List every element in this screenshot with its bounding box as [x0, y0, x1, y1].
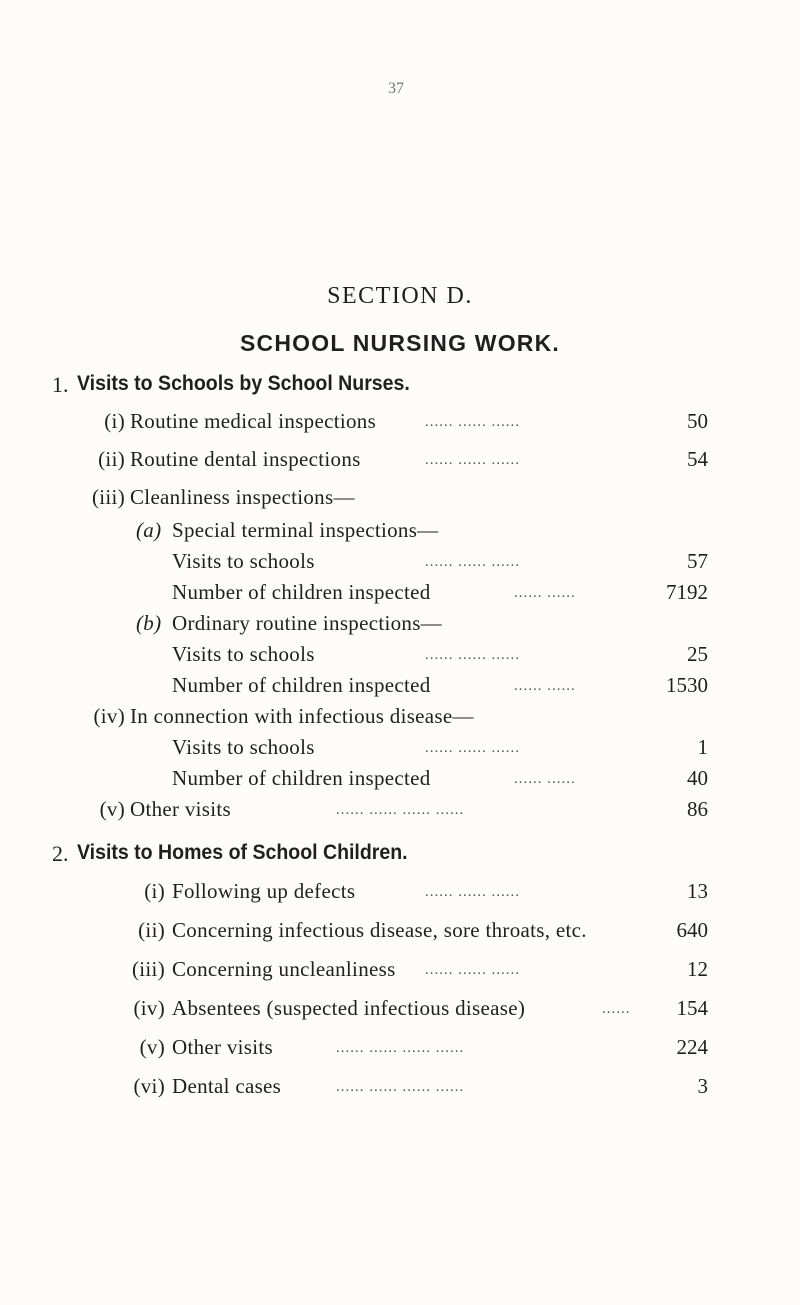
part2-item-6-value: 3: [697, 1074, 708, 1098]
part1-sub-a-label: Special terminal inspections—: [172, 518, 439, 542]
part1-item-iv-visits-label: Visits to schools: [172, 735, 315, 759]
part2-item-1-label: Following up defects: [172, 879, 356, 903]
part1-item-4-label: In connection with infectious disease—: [130, 704, 474, 728]
part2-item-3-label: Concerning uncleanliness: [172, 957, 396, 981]
part1-item-a-visits-value: 57: [687, 549, 708, 573]
part1-item-b-children-label: Number of children inspected: [172, 673, 431, 697]
part1-sub-b-label: Ordinary routine inspections—: [172, 611, 442, 635]
part1-item-b-visits-label: Visits to schools: [172, 642, 315, 666]
part2-item-4-roman: (iv): [133, 996, 165, 1020]
part1-item-1-leader: ...... ...... ......: [425, 414, 520, 430]
part1-item-5-leader: ...... ...... ...... ......: [336, 802, 465, 818]
part1-item-iv-children-value: 40: [687, 766, 708, 790]
part2-item-6-roman: (vi): [133, 1074, 165, 1098]
part2-item-4-leader: ......: [602, 1001, 631, 1017]
part1-item-b-visits-value: 25: [687, 642, 708, 666]
section-label: SECTION D.: [327, 283, 473, 309]
part2-item-1-value: 13: [687, 879, 708, 903]
part1-item-b-children-leader: ...... ......: [514, 678, 576, 694]
part2-item-3-roman: (iii): [132, 957, 165, 981]
part1-item-iv-visits-value: 1: [697, 735, 708, 759]
part2-item-2-roman: (ii): [138, 918, 165, 942]
part1-item-1-label: Routine medical inspections: [130, 409, 377, 433]
part1-item-iv-visits-leader: ...... ...... ......: [425, 740, 520, 756]
part2-item-5-roman: (v): [139, 1035, 165, 1059]
part1-item-a-children-leader: ...... ......: [514, 585, 576, 601]
part1-item-3-roman: (iii): [92, 485, 125, 509]
part2-item-4-label: Absentees (suspected infectious disease): [172, 996, 526, 1020]
part2-item-4-value: 154: [676, 996, 708, 1020]
part1-item-5-value: 86: [687, 797, 708, 821]
part1-sub-a-marker: (a): [136, 518, 162, 542]
part1-item-b-children-value: 1530: [666, 673, 708, 697]
part1-item-1-roman: (i): [104, 409, 125, 433]
part1-item-2-roman: (ii): [98, 447, 125, 471]
part1-item-a-children-value: 7192: [666, 580, 708, 604]
part1-item-2-label: Routine dental inspections: [130, 447, 361, 471]
part1-item-a-children-label: Number of children inspected: [172, 580, 431, 604]
part1-item-3-label: Cleanliness inspections—: [130, 485, 355, 509]
part1-item-iv-children-label: Number of children inspected: [172, 766, 431, 790]
part2-item-2-value: 640: [676, 918, 708, 942]
part1-sub-b-marker: (b): [136, 611, 162, 635]
part1-item-iv-children-leader: ...... ......: [514, 771, 576, 787]
part2-item-6-label: Dental cases: [172, 1074, 282, 1098]
part1-item-2-value: 54: [687, 447, 708, 471]
part2-item-5-value: 224: [676, 1035, 708, 1059]
part2-item-3-value: 12: [687, 957, 708, 981]
part2-item-3-leader: ...... ...... ......: [425, 962, 520, 978]
part2-item-6-leader: ...... ...... ...... ......: [336, 1079, 465, 1095]
part1-item-5-label: Other visits: [130, 797, 232, 821]
part2-item-1-roman: (i): [144, 879, 165, 903]
part1-item-2-leader: ...... ...... ......: [425, 452, 520, 468]
part2-item-1-leader: ...... ...... ......: [425, 884, 520, 900]
part2-item-2-label: Concerning infectious disease, sore throats, etc.: [172, 918, 587, 942]
page-number: 37: [388, 80, 404, 97]
part1-item-a-visits-label: Visits to schools: [172, 549, 315, 573]
part1-item-a-visits-leader: ...... ...... ......: [425, 554, 520, 570]
part1-item-1-value: 50: [687, 409, 708, 433]
part2-heading: Visits to Homes of School Children.: [77, 841, 408, 864]
part1-number: 1.: [52, 372, 69, 397]
part2-item-5-leader: ...... ...... ...... ......: [336, 1040, 465, 1056]
part2-item-5-label: Other visits: [172, 1035, 274, 1059]
part1-item-b-visits-leader: ...... ...... ......: [425, 647, 520, 663]
part1-heading: Visits to Schools by School Nurses.: [77, 372, 410, 395]
part2-number: 2.: [52, 841, 69, 866]
part1-item-5-roman: (v): [99, 797, 125, 821]
part1-item-4-roman: (iv): [93, 704, 125, 728]
page-title: SCHOOL NURSING WORK.: [239, 330, 561, 356]
